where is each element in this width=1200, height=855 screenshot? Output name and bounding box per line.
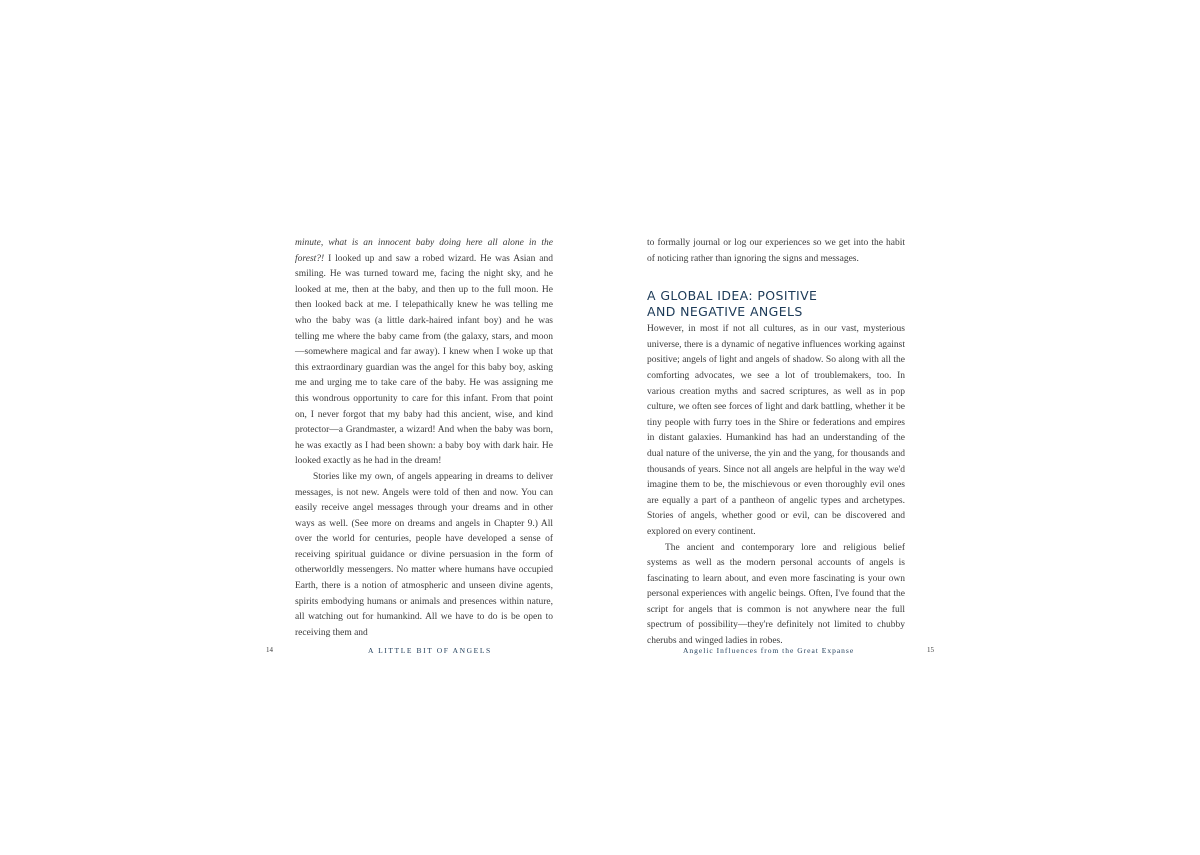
right-paragraph-3: The ancient and contemporary lore and religious belief systems as well as the modern personal accounts of angels is fascinating to learn about, and even more fascinating is your own personal experiences with angelic beings. Often, I've found that the script for angels that is common is not anywhere near the full spectrum of possibility—they're definitely not limited to chubby cherubs and winged ladies in robes. bbox=[647, 542, 905, 647]
right-running-title: Angelic Influences from the Great Expanse bbox=[683, 646, 855, 655]
section-heading-line-1: A GLOBAL IDEA: POSITIVE bbox=[647, 288, 818, 304]
right-paragraph-2: However, in most if not all cultures, as in our vast, mysterious universe, there is a dynamic of negative influences working against positive; angels of light and angels of shadow. So along with all the comforting advocates, we see a lot of troublemakers, too. In various creation myths and sacred scriptures, as well as in pop culture, we often see forces of light and dark battling, whether it be tiny people with furry toes in the Shire or federations and empires in distant galaxies. Humankind has had an understanding of the dual nature of the universe, the yin and the yang, for thousands and thousands of years. Since not all angels are helpful in the way we'd imagine them to be, the mischievous or even thoroughly evil ones are equally a part of a pantheon of angelic types and archetypes. Stories of angels, whether good or evil, can be discovered and explored on every continent. bbox=[647, 324, 905, 537]
left-page-number: 14 bbox=[266, 646, 273, 654]
right-paragraph-1: to formally journal or log our experiences so we get into the habit of noticing rather than ignoring the signs and messages. bbox=[647, 238, 905, 264]
section-heading bbox=[647, 288, 905, 320]
right-page-body bbox=[647, 236, 905, 650]
left-paragraph-1 bbox=[295, 236, 553, 470]
left-paragraph-1-italic: minute, what is an innocent baby doing here all alone in the forest?! bbox=[295, 238, 553, 264]
right-page-number: 15 bbox=[927, 646, 934, 654]
left-page-body bbox=[295, 236, 553, 641]
section-heading-line-2: AND NEGATIVE ANGELS bbox=[647, 304, 803, 320]
left-running-title: A LITTLE BIT OF ANGELS bbox=[368, 646, 492, 655]
left-paragraph-1-text: I looked up and saw a robed wizard. He was Asian and smiling. He was turned toward me, facing the night sky, and he looked at me, then at the baby, and then up to the full moon. He then looked back at me. I telepathically knew he was telling me who the baby was (a little dark-haired infant boy) and he was telling me where the baby came from (the galaxy, stars, and moon—somewhere magical and far away). I knew when I woke up that this extraordinary guardian was the angel for this baby boy, asking me and urging me to take care of the baby. He was assigning me this wondrous opportunity to care for this infant. From that point on, I never forgot that my baby had this ancient, wise, and kind protector—a Grandmaster, a wizard! And when the baby was born, he was exactly as I had been shown: a baby boy with dark hair. He looked exactly as he had in the dream! bbox=[295, 253, 553, 467]
left-paragraph-2: Stories like my own, of angels appearing in dreams to deliver messages, is not new. Angels were told of then and now. You can easily receive angel messages through your dreams and in other ways as well. (See more on dreams and angels in Chapter 9.) All over the world for centuries, people have developed a sense of receiving spiritual guidance or divine persuasion in the form of otherworldly messengers. No matter where humans have occupied Earth, there is a notion of atmospheric and unseen divine agents, spirits embodying humans or animals and presences within nature, all watching out for humankind. All we have to do is be open to receiving them and bbox=[295, 471, 553, 638]
